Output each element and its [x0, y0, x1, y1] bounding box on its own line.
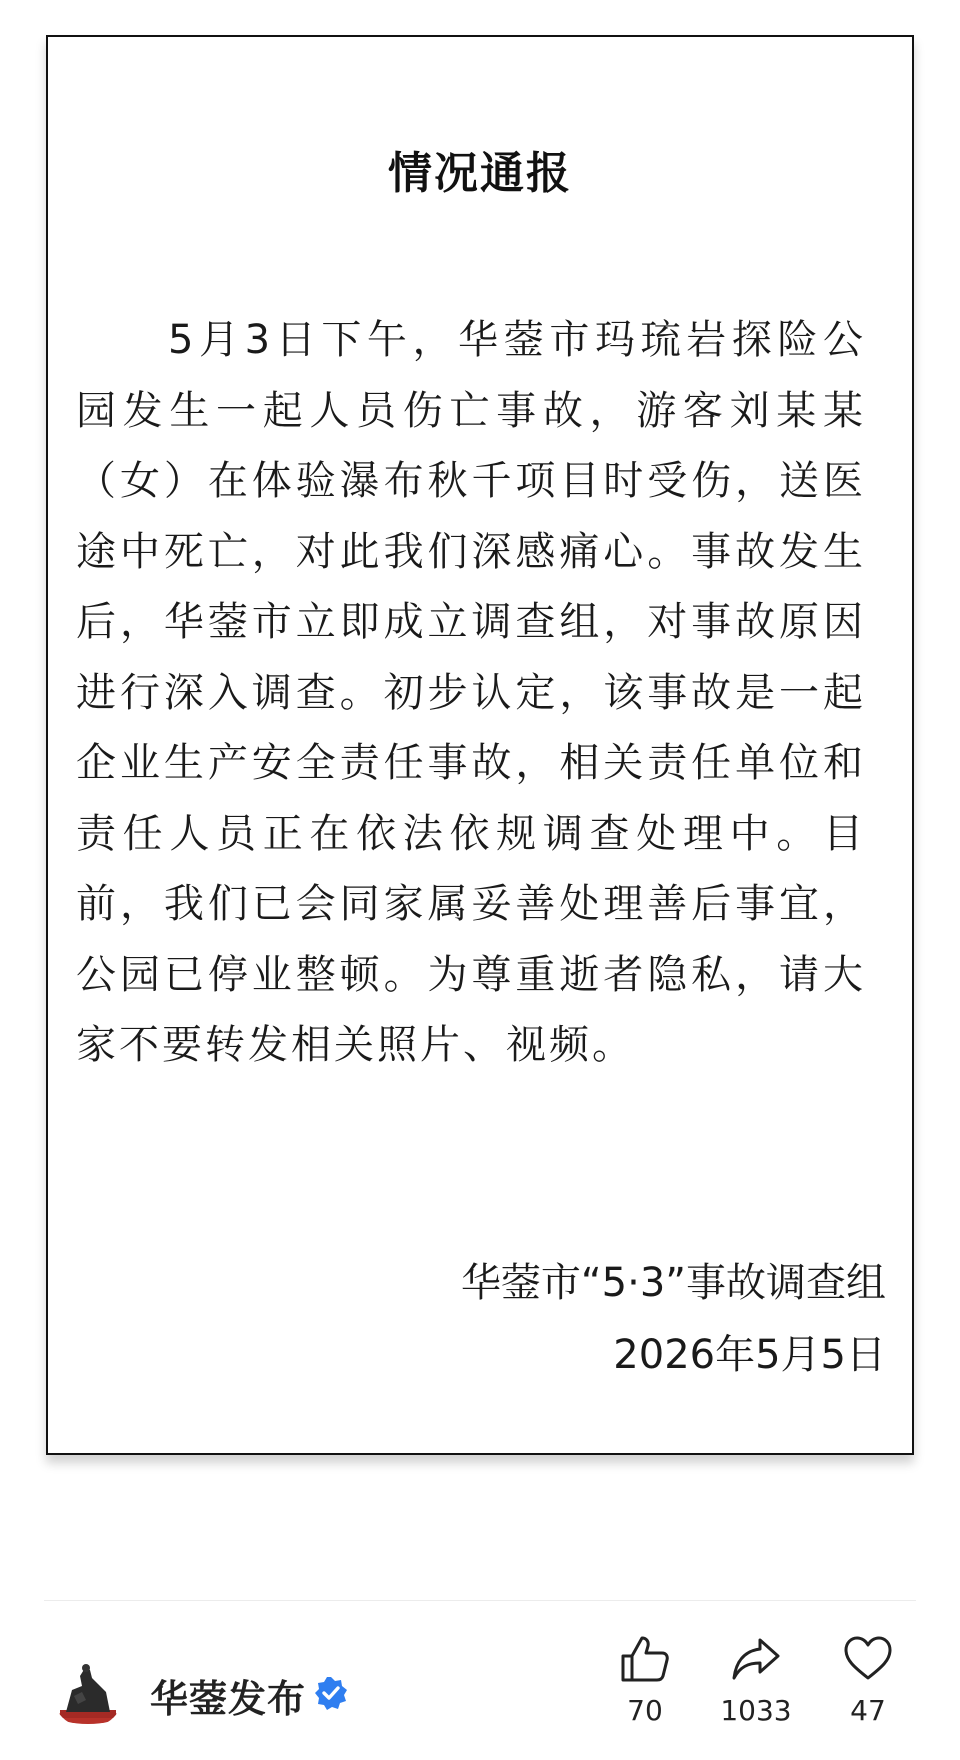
statue-avatar-icon — [52, 1656, 124, 1728]
like-button[interactable] — [585, 1634, 705, 1727]
account-name[interactable]: 华蓥发布 — [150, 1677, 307, 1721]
account-avatar[interactable] — [52, 1656, 124, 1728]
notice-body: 5月3日下午，华蓥市玛琉岩探险公园发生一起人员伤亡事故，游客刘某某（女）在体验瀑布秋千项目时受伤，送医途中死亡，对此我们深感痛心。事故发生后，华蓥市立即成立调查组，对事故原因进行深入调查。初步认定，该事故是一起企业生产安全责任事故，相关责任单位和责任人员正在依法依规调查处理中。目前，我们已会同家属妥善处理善后事宜，公园已停业整顿。为尊重逝者隐私，请大家不要转发相关照片、视频。 — [76, 317, 866, 1068]
signature-date: 2026年5月5日 — [613, 1332, 886, 1378]
share-arrow-icon — [730, 1634, 782, 1684]
favorite-count: 47 — [850, 1694, 886, 1727]
notice-signature — [461, 1247, 886, 1391]
notice-title: 情况通报 — [388, 148, 572, 199]
heart-icon — [842, 1634, 894, 1684]
signature-org: 华蓥市“5·3”事故调查组 — [460, 1260, 886, 1306]
post-footer-bar — [0, 1610, 960, 1760]
verified-badge-icon — [314, 1676, 348, 1710]
thumbs-up-icon — [619, 1634, 671, 1684]
divider — [44, 1600, 916, 1601]
like-count: 70 — [627, 1694, 663, 1727]
share-button[interactable] — [696, 1634, 816, 1727]
share-count: 1033 — [720, 1694, 792, 1727]
notice-image[interactable] — [46, 35, 914, 1455]
favorite-button[interactable] — [808, 1634, 928, 1727]
